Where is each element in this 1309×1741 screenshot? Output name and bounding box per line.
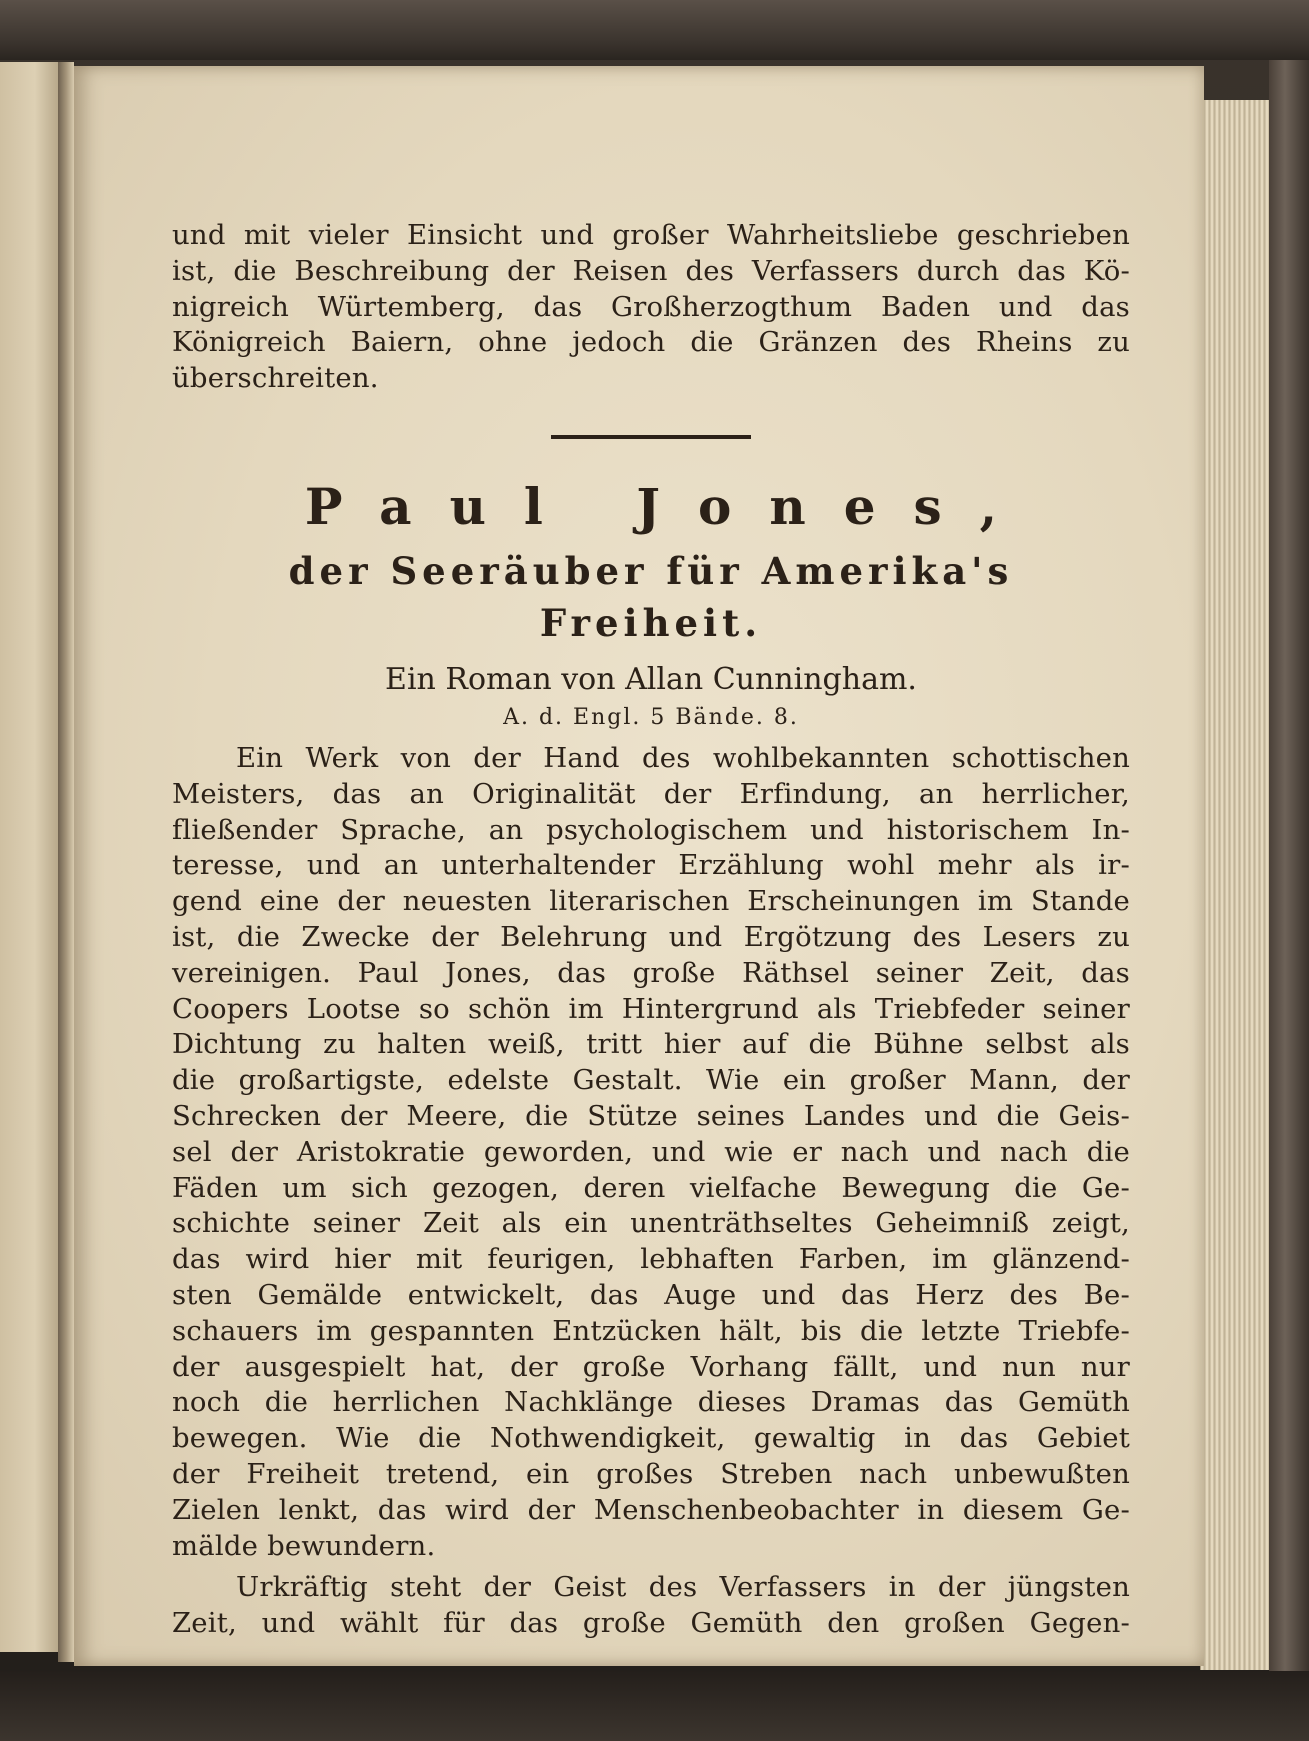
text-line: Coopers Lootse so schön im Hintergrund als Triebfeder seiner <box>172 992 1130 1025</box>
text-line: ist, die Beschreibung der Reisen des Verfassers durch das Kö- <box>172 254 1130 287</box>
text-line: Zielen lenkt, das wird der Menschenbeobachter in diesem Ge- <box>172 1493 1130 1526</box>
text-line: Dichtung zu halten weiß, tritt hier auf die Bühne selbst als <box>172 1028 1130 1061</box>
text-line: sten Gemälde entwickelt, das Auge und das Herz des Be- <box>172 1278 1130 1311</box>
text-line: fließender Sprache, an psychologischem und historischem In- <box>172 813 1130 846</box>
review-paragraph-1 <box>172 741 1130 1564</box>
text-line: ist, die Zwecke der Belehrung und Ergötzung des Lesers zu <box>172 920 1130 953</box>
text-line: Urkräftig steht der Geist des Verfassers in der jüngsten <box>236 1571 1130 1604</box>
text-line: Ein Werk von der Hand des wohlbekannten schottischen <box>236 741 1130 774</box>
book-cover-bottom <box>0 1671 1309 1741</box>
page-block-edges <box>1200 100 1269 1670</box>
book-page <box>74 66 1204 1666</box>
text-line: der Freiheit tretend, ein großes Streben nach unbewußten <box>172 1457 1130 1490</box>
text-line: bewegen. Wie die Nothwendigkeit, gewaltig in das Gebiet <box>172 1422 1130 1455</box>
section-divider <box>551 435 751 439</box>
text-line: Meisters, das an Originalität der Erfindung, an herrlicher, <box>172 777 1130 810</box>
text-line: teresse, und an unterhaltender Erzählung wohl mehr als ir- <box>172 849 1130 882</box>
text-line: mälde bewundern. <box>172 1529 436 1562</box>
text-line: der ausgespielt hat, der große Vorhang fällt, und nun nur <box>172 1350 1130 1383</box>
text-line: schauers im gespannten Entzücken hält, bis die letzte Triebfe- <box>172 1314 1130 1347</box>
page-text <box>172 218 1130 1642</box>
text-line: Schrecken der Meere, die Stütze seines Landes und die Geis- <box>172 1099 1130 1132</box>
review-paragraph-2 <box>172 1570 1130 1642</box>
text-line: Königreich Baiern, ohne jedoch die Gränzen des Rheins zu <box>172 326 1130 359</box>
text-line: das wird hier mit feurigen, lebhaften Farben, im glänzend- <box>172 1243 1130 1276</box>
text-line: nigreich Würtemberg, das Großherzogthum Baden und das <box>172 290 1130 323</box>
book-title: Paul Jones, <box>304 476 1036 536</box>
edition-note: A. d. Engl. 5 Bände. 8. <box>503 704 799 730</box>
text-line: die großartigste, edelste Gestalt. Wie ein großer Mann, der <box>172 1064 1130 1097</box>
text-line: Fäden um sich gezogen, deren vielfache Bewegung die Ge- <box>172 1171 1130 1204</box>
book-cover-top <box>0 0 1309 60</box>
text-line: überschreiten. <box>172 362 379 395</box>
book-subtitle: der Seeräuber für Amerika's Freiheit. <box>288 548 1014 645</box>
text-line: vereinigen. Paul Jones, das große Räthsel seiner Zeit, das <box>172 956 1130 989</box>
text-line: schichte seiner Zeit als ein unenträthseltes Geheimniß zeigt, <box>172 1207 1130 1240</box>
text-line: Zeit, und wählt für das große Gemüth den großen Gegen- <box>172 1607 1130 1640</box>
text-line: noch die herrlichen Nachklänge dieses Dramas das Gemüth <box>172 1386 1130 1419</box>
text-line: sel der Aristokratie geworden, und wie er nach und nach die <box>172 1135 1130 1168</box>
book-cover-right <box>1269 60 1309 1700</box>
book-byline: Ein Roman von Allan Cunningham. <box>385 661 917 697</box>
facing-page-edge <box>0 62 60 1652</box>
intro-paragraph <box>172 218 1130 397</box>
text-line: gend eine der neuesten literarischen Erscheinungen im Stande <box>172 885 1130 918</box>
text-line: und mit vieler Einsicht und großer Wahrheitsliebe geschrieben <box>172 219 1130 251</box>
book-gutter <box>58 62 74 1662</box>
